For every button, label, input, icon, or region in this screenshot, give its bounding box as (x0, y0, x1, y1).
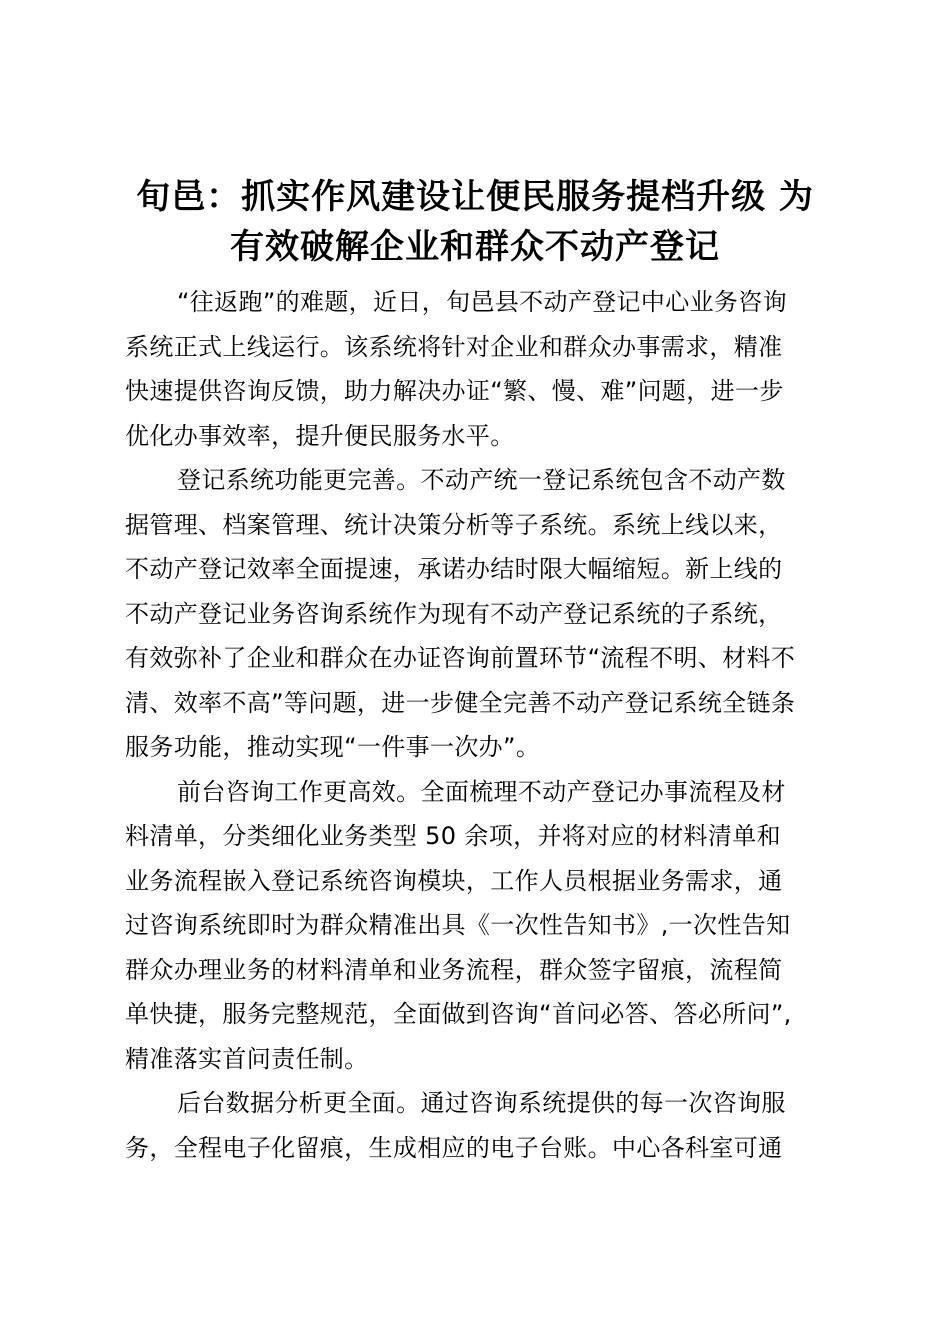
text-line: 务，全程电子化留痕，生成相应的电子台账。中心各科室可通 (125, 1133, 783, 1162)
text-line: 有效弥补了企业和群众在办证咨询前置环节“流程不明、材料不 (125, 644, 796, 672)
paragraph (125, 770, 835, 1082)
text-line: 不动产登记业务咨询系统作为现有不动产登记系统的子系统， (125, 599, 783, 628)
text-line: 服务功能，推动实现“一件事一次办”。 (125, 733, 541, 761)
text-line: 登记系统功能更完善。不动产统一登记系统包含不动产数 (177, 466, 786, 494)
text-line: 料清单，分类细化业务类型 50 余项，并将对应的材料清单和 (125, 822, 781, 850)
article-body (125, 280, 835, 1170)
text-line: 前台咨询工作更高效。全面梳理不动产登记办事流程及材 (177, 777, 786, 806)
title-line: 旬邑：抓实作风建设让便民服务提档升级 为 (136, 177, 814, 217)
title-line: 有效破解企业和群众不动产登记 (230, 227, 720, 267)
text-line: 精准落实首问责任制。 (125, 1044, 369, 1073)
text-line: 单快捷，服务完整规范，全面做到咨询“首问必答、答必所问”, (125, 1000, 792, 1028)
paragraph (125, 458, 835, 770)
text-line: 业务流程嵌入登记系统咨询模块，工作人员根据业务需求，通 (125, 866, 783, 895)
text-line: 不动产登记效率全面提速，承诺办结时限大幅缩短。新上线的 (125, 555, 783, 583)
text-line: 快速提供咨询反馈，助力解决办证“繁、慢、难”问题，进一步 (125, 377, 784, 405)
text-line: “往返跑”的难题，近日，旬邑县不动产登记中心业务咨询 (177, 288, 787, 316)
paragraph (125, 280, 835, 458)
text-line: 清、效率不高”等问题，进一步健全完善不动产登记系统全链条 (125, 688, 796, 717)
text-line: 群众办理业务的材料清单和业务流程，群众签字留痕，流程简 (125, 955, 783, 984)
text-line: 系统正式上线运行。该系统将针对企业和群众办事需求，精准 (125, 332, 783, 361)
text-line: 据管理、档案管理、统计决策分析等子系统。系统上线以来， (125, 510, 783, 539)
text-line: 优化办事效率，提升便民服务水平。 (125, 421, 515, 450)
paragraph (125, 1081, 835, 1170)
text-line: 过咨询系统即时为群众精准出具《一次性告知书》,一次性告知 (125, 911, 791, 939)
article-title (120, 172, 830, 272)
text-line: 后台数据分析更全面。通过咨询系统提供的每一次咨询服 (177, 1089, 786, 1117)
